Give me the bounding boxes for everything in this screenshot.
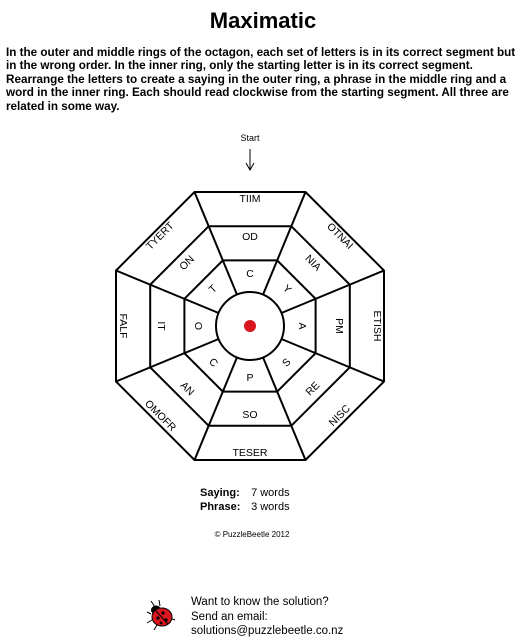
puzzle-title: Maximatic [209,8,317,33]
segment-divider [195,192,238,295]
solution-prompt: Want to know the solution? [191,596,329,608]
inner-segment-1: C [246,268,254,280]
segment-divider [116,339,219,382]
octagon-puzzle [0,125,526,480]
segment-divider [263,192,306,295]
inner-segment-6: C [206,355,221,370]
copyright: © PuzzleBeetle 2012 [214,530,290,539]
hint-saying-label: Saying: [200,487,240,499]
solution-info [191,595,343,639]
start-arrow-icon [246,149,254,170]
segment-divider [263,357,306,460]
center-dot [244,320,256,332]
outer-segment-6: OMOFR [142,397,179,434]
middle-segment-4: RE [303,379,323,399]
solution-send-label: Send an email: [191,610,268,623]
segment-divider [281,339,384,382]
ladybug-icon [145,598,179,632]
outer-segment-2: OTNAI [324,220,356,252]
middle-segment-6: AN [177,379,197,399]
inner-segment-5: P [246,372,254,384]
hint-phrase-value: 3 words [251,501,290,513]
hint-saying [200,487,290,501]
start-label: Start [240,133,260,143]
segment-divider [281,271,384,314]
segment-divider [195,357,238,460]
outer-segment-8: TYERT [143,219,177,253]
hint-phrase-label: Phrase: [200,501,241,513]
hint-saying-value: 7 words [251,487,290,499]
hint-phrase [200,501,290,515]
outer-segment-1: TIIM [239,193,261,205]
outer-segment-4: NISC [326,402,353,429]
inner-segment-8: T [206,282,220,296]
middle-segment-3: PM [333,318,345,334]
outer-segment-5: TESER [232,447,268,459]
solution-email-link[interactable]: solutions@puzzlebeetle.co.nz [191,625,344,637]
inner-segment-3: A [296,322,308,330]
outer-segment-3: ETISH [371,310,383,342]
inner-segment-7: O [192,321,204,331]
middle-segment-8: ON [177,253,197,273]
puzzle-instructions: In the outer and middle rings of the octagon, each set of letters is in its correct segment but in the wrong order. In the inner ring, only the starting letter is in its correct segment. Rearrange the letters to create a saying in the outer ring, a phrase in the middle ring and a word in the inner ring. Each should read clockwise from the starting segment. All three are related in some way. [6,46,516,113]
hints-box [200,487,290,515]
middle-segment-7: IT [155,321,167,331]
inner-segment-2: Y [280,282,294,296]
middle-segment-5: SO [242,409,258,421]
outer-segment-7: FALF [117,313,129,339]
segment-divider [116,271,219,314]
middle-segment-1: OD [242,231,258,243]
inner-segment-4: S [280,356,294,370]
middle-segment-2: NIA [302,252,324,274]
